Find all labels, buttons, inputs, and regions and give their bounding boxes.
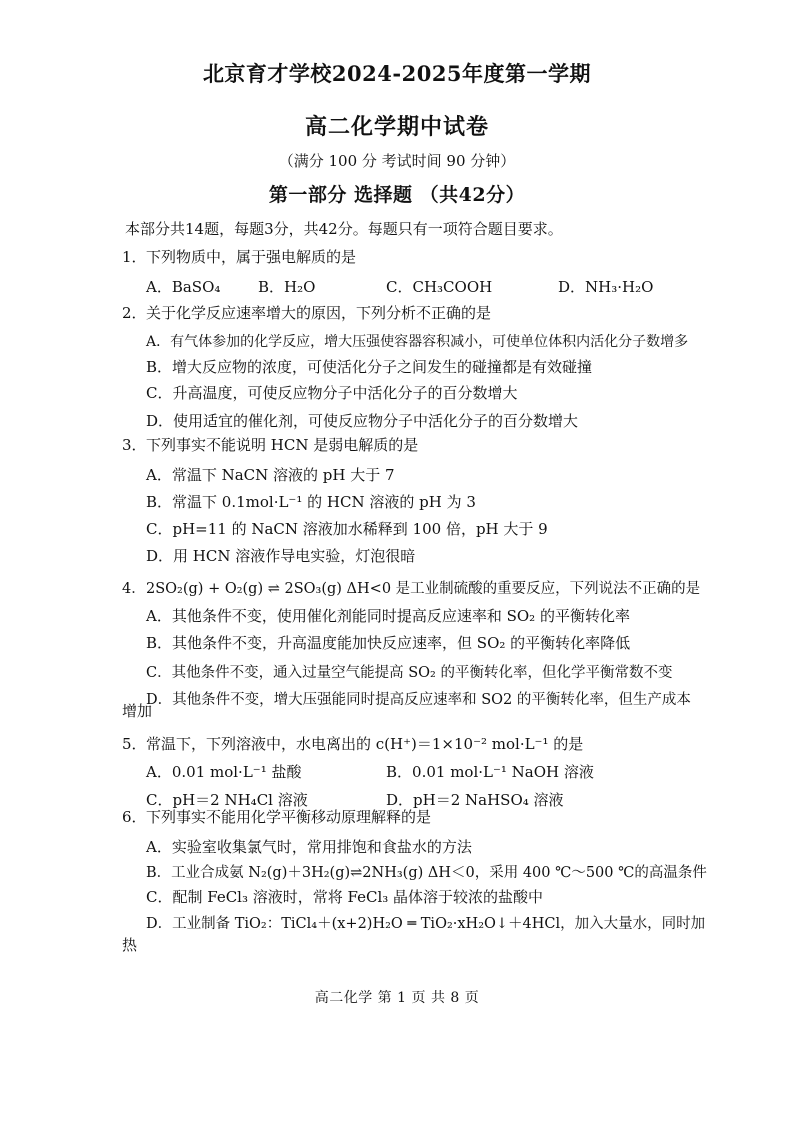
section-title: 第一部分 选择题 （共42分） [268,184,526,206]
q4-option-a: A．其他条件不变，使用催化剂能同时提高反应速率和 SO₂ 的平衡转化率 [146,607,630,625]
q6-option-c: C．配制 FeCl₃ 溶液时，常将 FeCl₃ 晶体溶于较浓的盐酸中 [146,888,544,906]
question-2 [122,302,491,323]
q4-option-b: B．其他条件不变，升高温度能加快反应速率，但 SO₂ 的平衡转化率降低 [146,634,631,652]
q1-option-d: D．NH₃·H₂O [558,278,654,296]
exam-info: （满分 100 分 考试时间 90 分钟） [278,152,516,170]
question-stem: 常温下，下列溶液中，水电离出的 c(H⁺)＝1×10⁻² mol·L⁻¹ 的是 [146,735,584,753]
q6-option-d-continued: 热 [122,936,138,954]
q2-option-b: B．增大反应物的浓度，可使活化分子之间发生的碰撞都是有效碰撞 [146,358,593,376]
question-stem: 下列物质中，属于强电解质的是 [146,248,357,266]
q5-option-c: C．pH＝2 NH₄Cl 溶液 [146,791,308,809]
q4-option-c: C．其他条件不变，通入过量空气能提高 SO₂ 的平衡转化率，但化学平衡常数不变 [146,665,673,681]
instruction-text: 本部分共14题，每题3分，共42分。每题只有一项符合题目要求。 [125,220,563,238]
q3-option-c: C．pH=11 的 NaCN 溶液加水稀释到 100 倍，pH 大于 9 [146,520,548,538]
q5-option-b: B．0.01 mol·L⁻¹ NaOH 溶液 [386,763,594,781]
question-number: 1． [122,248,147,266]
school-title: 北京育才学校2024-2025年度第一学期 [202,61,592,86]
q6-option-d: D．工业制备 TiO₂：TiCl₄＋(x+2)H₂O ═ TiO₂·xH₂O↓＋4HCl，加入大量水，同时加 [146,916,706,932]
q3-option-b: B．常温下 0.1mol·L⁻¹ 的 HCN 溶液的 pH 为 3 [146,493,476,511]
question-3 [122,434,418,455]
q1-option-c: C．CH₃COOH [386,278,493,296]
exam-title: 高二化学期中试卷 [304,114,489,140]
question-5 [122,733,583,754]
q5-option-d: D．pH＝2 NaHSO₄ 溶液 [386,791,564,809]
q1-option-b: B．H₂O [258,278,316,296]
question-number: 2． [122,304,147,322]
q2-option-d: D．使用适宜的催化剂，可使反应物分子中活化分子的百分数增大 [146,412,579,430]
q1-option-a: A．BaSO₄ [146,278,221,296]
question-stem: 关于化学反应速率增大的原因，下列分析不正确的是 [146,304,492,322]
question-1 [122,246,356,267]
question-stem: 下列事实不能用化学平衡移动原理解释的是 [146,808,432,826]
q6-option-b: B．工业合成氨 N₂(g)＋3H₂(g)⇌2NH₃(g) ΔH＜0，采用 400 ℃～500 ℃的高温条件 [146,865,707,881]
question-4 [122,577,700,598]
q4-option-d: D．其他条件不变，增大压强能同时提高反应速率和 SO2 的平衡转化率，但生产成本 [146,692,691,708]
page-footer: 高二化学 第 1 页 共 8 页 [314,990,480,1006]
question-stem: 下列事实不能说明 HCN 是弱电解质的是 [146,436,419,454]
q3-option-a: A．常温下 NaCN 溶液的 pH 大于 7 [146,466,395,484]
q3-option-d: D．用 HCN 溶液作导电实验，灯泡很暗 [146,547,416,565]
question-number: 6． [122,808,147,826]
question-stem: 2SO₂(g) + O₂(g) ⇌ 2SO₃(g) ΔH<0 是工业制硫酸的重要反应，下列说法不正确的是 [146,581,701,597]
question-number: 5． [122,735,147,753]
question-6 [122,806,431,827]
q4-option-d-continued: 增加 [122,702,153,720]
question-number: 4． [122,581,146,597]
q5-option-a: A．0.01 mol·L⁻¹ 盐酸 [146,763,302,781]
question-number: 3． [122,436,147,454]
q6-option-a: A．实验室收集氯气时，常用排饱和食盐水的方法 [146,838,472,856]
q2-option-c: C．升高温度，可使反应物分子中活化分子的百分数增大 [146,384,518,402]
q2-option-a: A．有气体参加的化学反应，增大压强使容器容积减小，可使单位体积内活化分子数增多 [146,334,689,350]
